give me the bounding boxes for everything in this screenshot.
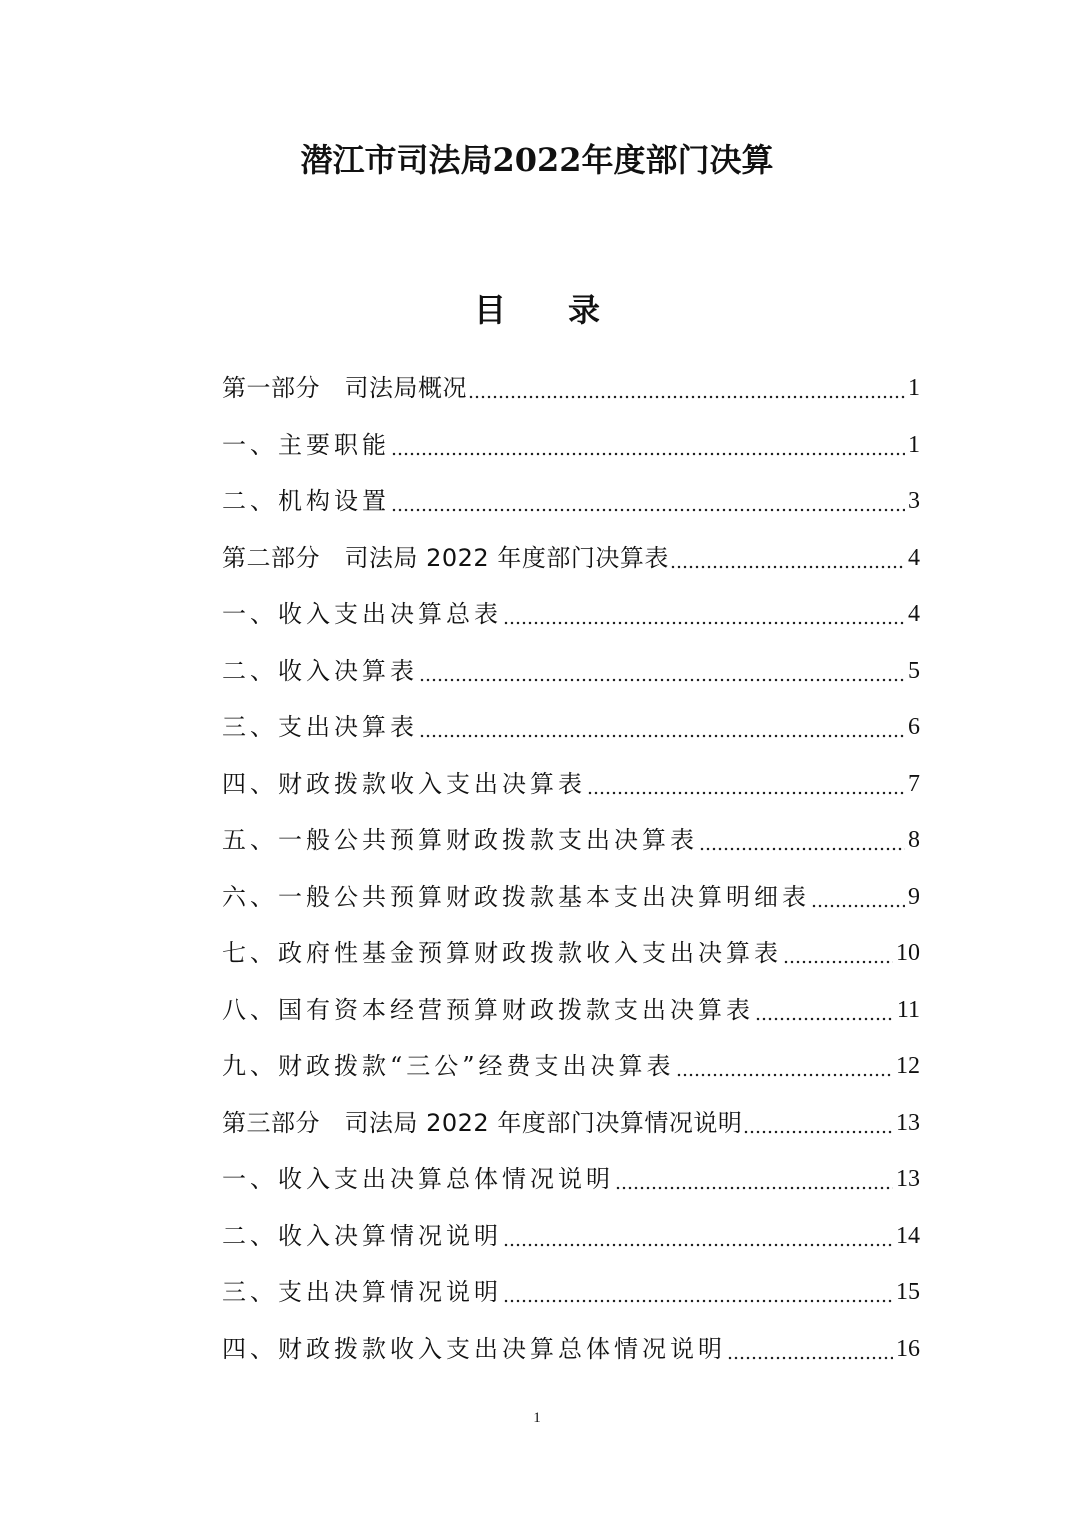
toc-entry[interactable] [222, 643, 920, 700]
toc-entry-page: 14 [896, 1222, 920, 1249]
toc-entry[interactable] [222, 812, 920, 869]
toc-entry[interactable] [222, 699, 920, 756]
dot-leader [419, 712, 905, 742]
toc-entry-label: 第三部分 司法局 2022 年度部门决算情况说明 [222, 1108, 743, 1137]
toc-entry-label: 第二部分 司法局 2022 年度部门决算表 [222, 543, 669, 572]
toc-entry[interactable] [222, 530, 920, 587]
dot-leader [676, 1051, 893, 1081]
table-of-contents [222, 360, 920, 1377]
dot-leader [727, 1334, 893, 1364]
toc-entry-page: 1 [908, 431, 920, 458]
toc-entry-label: 第一部分 司法局概况 [222, 374, 467, 403]
toc-entry[interactable] [222, 925, 920, 982]
toc-entry-label: 三、支出决算情况说明 [222, 1278, 502, 1307]
dot-leader [468, 373, 905, 403]
toc-entry[interactable] [222, 360, 920, 417]
dot-leader [615, 1164, 893, 1194]
page-number: 1 [533, 1410, 541, 1426]
toc-entry[interactable] [222, 473, 920, 530]
toc-entry-label: 二、机构设置 [222, 487, 390, 516]
toc-heading-left: 目 [473, 291, 506, 329]
toc-entry-page: 13 [896, 1109, 920, 1136]
toc-entry-label: 八、国有资本经营预算财政拨款支出决算表 [222, 995, 754, 1024]
toc-entry-label: 一、主要职能 [222, 430, 390, 459]
toc-entry[interactable] [222, 756, 920, 813]
toc-heading [0, 288, 1074, 332]
toc-entry-page: 3 [908, 488, 920, 515]
toc-entry-page: 1 [908, 375, 920, 402]
toc-entry-label: 六、一般公共预算财政拨款基本支出决算明细表 [222, 882, 810, 911]
toc-entry-label: 七、政府性基金预算财政拨款收入支出决算表 [222, 939, 782, 968]
dot-leader [587, 769, 905, 799]
dot-leader [743, 1108, 893, 1138]
dot-leader [419, 656, 905, 686]
toc-entry-page: 12 [896, 1053, 920, 1080]
dot-leader [783, 938, 893, 968]
toc-entry[interactable] [222, 1264, 920, 1321]
toc-entry[interactable] [222, 1151, 920, 1208]
toc-entry[interactable] [222, 1208, 920, 1265]
toc-entry-label: 四、财政拨款收入支出决算总体情况说明 [222, 1334, 726, 1363]
toc-entry[interactable] [222, 1321, 920, 1378]
toc-entry-page: 6 [908, 714, 920, 741]
toc-entry-page: 11 [896, 996, 920, 1023]
toc-entry-page: 13 [896, 1166, 920, 1193]
toc-entry-label: 一、收入支出决算总表 [222, 600, 502, 629]
toc-entry-page: 16 [896, 1335, 920, 1362]
toc-entry[interactable] [222, 982, 920, 1039]
toc-entry[interactable] [222, 586, 920, 643]
toc-entry-label: 五、一般公共预算财政拨款支出决算表 [222, 826, 698, 855]
dot-leader [503, 1221, 893, 1251]
toc-entry-label: 一、收入支出决算总体情况说明 [222, 1165, 614, 1194]
toc-entry-page: 7 [908, 770, 920, 797]
dot-leader [391, 486, 905, 516]
toc-entry-page: 9 [908, 883, 920, 910]
toc-entry-label: 九、财政拨款“三公”经费支出决算表 [222, 1052, 675, 1081]
dot-leader [755, 995, 894, 1025]
document-title: 潜江市司法局2022年度部门决算 [300, 141, 774, 179]
toc-entry-label: 二、收入决算情况说明 [222, 1221, 502, 1250]
toc-entry-page: 4 [908, 544, 920, 571]
toc-entry[interactable] [222, 1038, 920, 1095]
dot-leader [391, 430, 905, 460]
toc-entry-label: 二、收入决算表 [222, 656, 418, 685]
toc-entry[interactable] [222, 417, 920, 474]
toc-entry-label: 三、支出决算表 [222, 713, 418, 742]
dot-leader [811, 882, 905, 912]
toc-entry-page: 4 [908, 601, 920, 628]
toc-entry[interactable] [222, 869, 920, 926]
dot-leader [503, 599, 905, 629]
toc-entry-page: 5 [908, 657, 920, 684]
toc-entry-page: 15 [896, 1279, 920, 1306]
dot-leader [699, 825, 905, 855]
toc-entry-page: 8 [908, 827, 920, 854]
toc-heading-right: 录 [568, 291, 601, 329]
toc-entry[interactable] [222, 1095, 920, 1152]
toc-entry-label: 四、财政拨款收入支出决算表 [222, 769, 586, 798]
toc-entry-page: 10 [896, 940, 920, 967]
dot-leader [503, 1277, 893, 1307]
dot-leader [670, 543, 905, 573]
